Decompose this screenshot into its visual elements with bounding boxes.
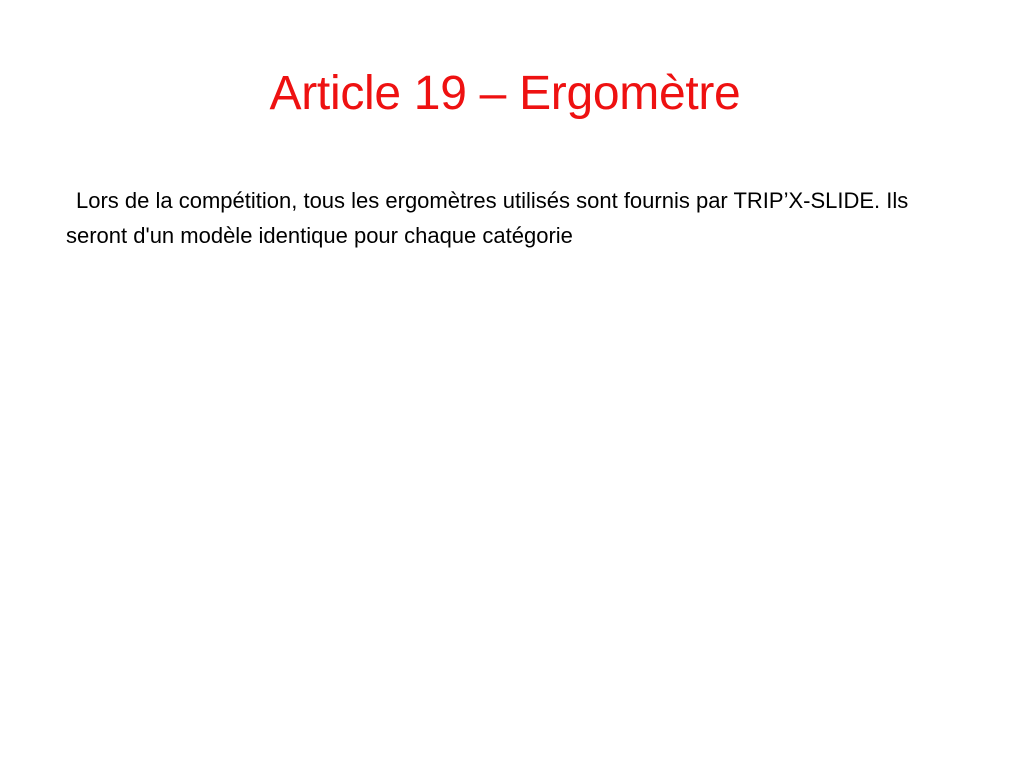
slide-title: Article 19 – Ergomètre [269,67,741,120]
slide-body-text: Lors de la compétition, tous les ergomètres utilisés sont fournis par TRIP’X-SLIDE. Ils seront d'un modèle identique pour chaque catégorie [66,188,909,248]
